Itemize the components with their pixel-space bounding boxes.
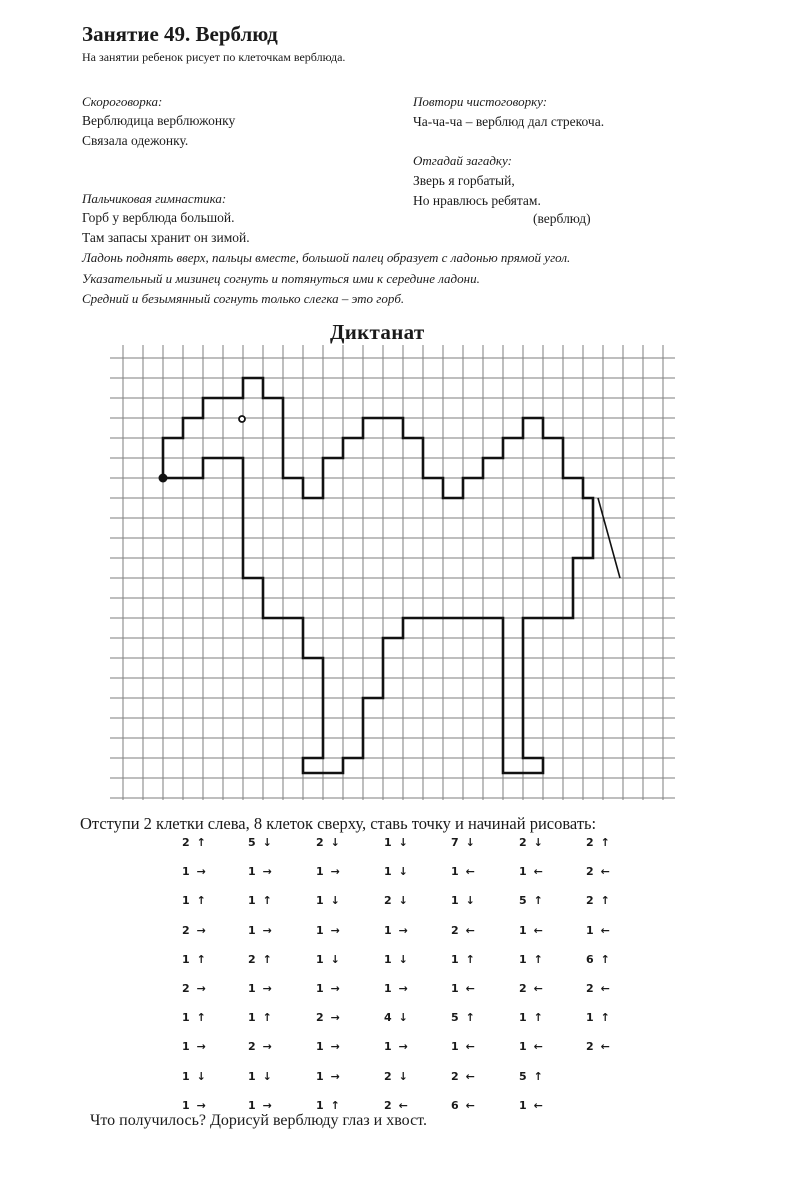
step-count: 2 xyxy=(451,1069,459,1083)
arrow-left-icon: ← xyxy=(533,923,543,937)
step-count: 1 xyxy=(451,982,459,995)
arrow-up-icon: ↑ xyxy=(600,952,610,966)
arrow-right-icon: → xyxy=(262,1040,272,1054)
dictation-command xyxy=(248,953,272,966)
arrow-up-icon: ↑ xyxy=(196,836,206,849)
step-count: 1 xyxy=(316,982,324,995)
dictation-command xyxy=(182,982,206,995)
dictation-outro: Что получилось? Дорисуй верблюду глаз и хвост. xyxy=(90,1112,427,1129)
step-count: 1 xyxy=(384,836,392,849)
step-count: 1 xyxy=(182,952,190,966)
finger-gym-line: Там запасы хранит он зимой. xyxy=(82,230,250,245)
dictation-command xyxy=(451,865,475,878)
dictation-command xyxy=(451,1099,475,1112)
arrow-up-icon: ↑ xyxy=(262,1011,272,1025)
camel-grid-drawing xyxy=(110,345,675,800)
arrow-up-icon: ↑ xyxy=(196,1011,206,1025)
step-count: 2 xyxy=(182,982,190,995)
dictation-command xyxy=(182,1011,206,1024)
dictation-command xyxy=(519,1040,543,1053)
arrow-down-icon: ↓ xyxy=(196,1069,206,1083)
arrow-right-icon: → xyxy=(262,865,272,879)
step-count: 1 xyxy=(248,1011,256,1025)
step-count: 7 xyxy=(451,836,459,849)
arrow-left-icon: ← xyxy=(465,1069,475,1083)
dictation-command xyxy=(586,924,610,937)
step-count: 2 xyxy=(384,894,392,908)
step-count: 1 xyxy=(316,923,324,937)
dictation-command xyxy=(384,953,408,966)
step-count: 1 xyxy=(519,1098,527,1112)
dictation-command xyxy=(182,865,206,878)
lesson-title: Занятие 49. Верблюд xyxy=(82,22,278,46)
step-count: 6 xyxy=(586,952,594,966)
arrow-right-icon: → xyxy=(196,865,206,879)
arrow-up-icon: ↑ xyxy=(533,952,543,966)
dictation-command xyxy=(384,982,408,995)
step-count: 2 xyxy=(248,952,256,966)
step-count: 5 xyxy=(519,894,527,908)
riddle-heading: Отгадай загадку: xyxy=(413,153,512,168)
arrow-right-icon: → xyxy=(262,982,272,995)
start-point xyxy=(159,474,168,483)
step-count: 1 xyxy=(248,1098,256,1112)
dictation-command xyxy=(248,924,272,937)
dictation-command xyxy=(519,924,543,937)
arrow-up-icon: ↑ xyxy=(262,894,272,908)
dictation-command xyxy=(384,1011,408,1024)
step-count: 5 xyxy=(451,1011,459,1025)
tongue-twister-line: Верблюдица верблюжонку xyxy=(82,113,236,128)
dictation-command xyxy=(586,982,610,995)
riddle-line: Зверь я горбатый, xyxy=(413,173,515,188)
step-count: 1 xyxy=(248,865,256,879)
arrow-down-icon: ↓ xyxy=(262,1069,272,1083)
finger-gym-line: Горб у верблюда большой. xyxy=(82,210,235,225)
dictation-command xyxy=(451,1040,475,1053)
step-count: 1 xyxy=(316,894,324,908)
arrow-right-icon: → xyxy=(196,982,206,995)
dictation-command xyxy=(316,1040,340,1053)
dictation-command xyxy=(248,982,272,995)
arrow-right-icon: → xyxy=(262,923,272,937)
step-count: 5 xyxy=(519,1069,527,1083)
step-count: 2 xyxy=(586,982,594,995)
arrow-right-icon: → xyxy=(330,1069,340,1083)
arrow-down-icon: ↓ xyxy=(398,1011,408,1025)
arrow-up-icon: ↑ xyxy=(533,1011,543,1025)
dictation-command xyxy=(384,1099,408,1112)
step-count: 2 xyxy=(384,1069,392,1083)
dictation-command xyxy=(586,1040,610,1053)
step-count: 1 xyxy=(384,952,392,966)
step-count: 1 xyxy=(182,1040,190,1054)
dictation-command xyxy=(586,1011,610,1024)
step-count: 1 xyxy=(182,1069,190,1083)
step-count: 2 xyxy=(519,982,527,995)
finger-gym-instruction: Ладонь поднять вверх, пальцы вместе, большой палец образует с ладонью прямой угол. xyxy=(82,250,571,265)
arrow-left-icon: ← xyxy=(465,1040,475,1054)
riddle-answer: (верблюд) xyxy=(533,211,591,226)
step-count: 1 xyxy=(384,1040,392,1054)
dictation-command xyxy=(316,1070,340,1083)
dictation-intro: Отступи 2 клетки слева, 8 клеток сверху, ставь точку и начинай рисовать: xyxy=(80,814,597,833)
dictation-command xyxy=(519,894,543,907)
dictation-command xyxy=(182,1040,206,1053)
dictation-command xyxy=(586,894,610,907)
step-count: 1 xyxy=(182,1098,190,1112)
arrow-left-icon: ← xyxy=(398,1098,408,1112)
dictation-command xyxy=(182,924,206,937)
arrow-right-icon: → xyxy=(196,923,206,937)
arrow-left-icon: ← xyxy=(600,923,610,937)
arrow-right-icon: → xyxy=(330,982,340,995)
step-count: 1 xyxy=(384,982,392,995)
camel-eye xyxy=(239,416,245,422)
arrow-up-icon: ↑ xyxy=(262,952,272,966)
dictation-command xyxy=(519,1070,543,1083)
arrow-down-icon: ↓ xyxy=(262,836,272,849)
step-count: 1 xyxy=(519,923,527,937)
dictation-command xyxy=(519,1011,543,1024)
arrow-right-icon: → xyxy=(196,1040,206,1054)
dictation-command xyxy=(182,836,206,849)
dictation-command xyxy=(451,982,475,995)
dictation-command xyxy=(316,982,340,995)
step-count: 2 xyxy=(316,1011,324,1025)
step-count: 6 xyxy=(451,1098,459,1112)
dictation-command xyxy=(316,865,340,878)
dictation-command xyxy=(248,894,272,907)
step-count: 1 xyxy=(316,1098,324,1112)
step-count: 1 xyxy=(451,952,459,966)
step-count: 1 xyxy=(248,1069,256,1083)
step-count: 1 xyxy=(519,952,527,966)
dictation-command xyxy=(248,836,272,849)
dictation-command xyxy=(316,836,340,849)
dictation-command xyxy=(384,1070,408,1083)
step-count: 1 xyxy=(519,1011,527,1025)
arrow-down-icon: ↓ xyxy=(330,894,340,908)
dictation-title: Диктанат xyxy=(330,320,425,344)
dictation-command xyxy=(248,1099,272,1112)
dictation-command xyxy=(451,894,475,907)
dictation-command xyxy=(451,953,475,966)
arrow-right-icon: → xyxy=(330,923,340,937)
arrow-left-icon: ← xyxy=(465,982,475,995)
step-count: 2 xyxy=(586,894,594,908)
arrow-up-icon: ↑ xyxy=(600,1011,610,1025)
dictation-command xyxy=(519,865,543,878)
arrow-left-icon: ← xyxy=(600,865,610,879)
arrow-down-icon: ↓ xyxy=(465,894,475,908)
arrow-up-icon: ↑ xyxy=(330,1098,340,1112)
step-count: 2 xyxy=(316,836,324,849)
step-count: 1 xyxy=(182,894,190,908)
step-count: 1 xyxy=(248,894,256,908)
arrow-down-icon: ↓ xyxy=(398,1069,408,1083)
arrow-right-icon: → xyxy=(330,1011,340,1025)
arrow-down-icon: ↓ xyxy=(330,952,340,966)
arrow-left-icon: ← xyxy=(465,1098,475,1112)
dictation-command xyxy=(316,894,340,907)
arrow-down-icon: ↓ xyxy=(398,836,408,849)
arrow-up-icon: ↑ xyxy=(600,894,610,908)
camel-outline xyxy=(163,378,593,773)
arrow-right-icon: → xyxy=(398,1040,408,1054)
dictation-command xyxy=(451,924,475,937)
dictation-command xyxy=(451,1070,475,1083)
lesson-subtitle: На занятии ребенок рисует по клеточкам верблюда. xyxy=(82,50,346,64)
step-count: 2 xyxy=(384,1098,392,1112)
pure-phrase-heading: Повтори чистоговорку: xyxy=(413,94,548,109)
arrow-left-icon: ← xyxy=(533,982,543,995)
arrow-up-icon: ↑ xyxy=(196,952,206,966)
tongue-twister-line: Связала одежонку. xyxy=(82,133,189,148)
arrow-right-icon: → xyxy=(262,1098,272,1112)
step-count: 5 xyxy=(248,836,256,849)
dictation-command xyxy=(519,953,543,966)
arrow-up-icon: ↑ xyxy=(465,1011,475,1025)
arrow-up-icon: ↑ xyxy=(533,1069,543,1083)
arrow-left-icon: ← xyxy=(600,982,610,995)
arrow-up-icon: ↑ xyxy=(196,894,206,908)
arrow-down-icon: ↓ xyxy=(533,836,543,849)
step-count: 1 xyxy=(384,865,392,879)
pure-phrase-line: Ча-ча-ча – верблюд дал стрекоча. xyxy=(413,114,605,129)
finger-gym-heading: Пальчиковая гимнастика: xyxy=(82,191,227,206)
arrow-left-icon: ← xyxy=(533,865,543,879)
arrow-left-icon: ← xyxy=(465,923,475,937)
arrow-left-icon: ← xyxy=(533,1098,543,1112)
dictation-command xyxy=(248,1011,272,1024)
dictation-command xyxy=(316,924,340,937)
step-count: 2 xyxy=(519,836,527,849)
arrow-left-icon: ← xyxy=(600,1040,610,1054)
arrow-right-icon: → xyxy=(398,923,408,937)
arrow-up-icon: ↑ xyxy=(465,952,475,966)
arrow-up-icon: ↑ xyxy=(600,836,610,849)
dictation-command xyxy=(519,1099,543,1112)
arrow-up-icon: ↑ xyxy=(533,894,543,908)
finger-gym-instruction: Средний и безымянный согнуть только слегка – это горб. xyxy=(82,291,405,306)
step-count: 2 xyxy=(182,923,190,937)
step-count: 1 xyxy=(451,865,459,879)
step-count: 1 xyxy=(384,923,392,937)
step-count: 2 xyxy=(451,923,459,937)
dictation-command xyxy=(182,953,206,966)
step-count: 1 xyxy=(316,952,324,966)
arrow-left-icon: ← xyxy=(533,1040,543,1054)
arrow-down-icon: ↓ xyxy=(465,836,475,849)
arrow-right-icon: → xyxy=(398,982,408,995)
step-count: 4 xyxy=(384,1011,392,1025)
step-count: 2 xyxy=(182,836,190,849)
step-count: 1 xyxy=(451,1040,459,1054)
dictation-command xyxy=(586,953,610,966)
dictation-command xyxy=(586,836,610,849)
dictation-command xyxy=(316,1011,340,1024)
dictation-command xyxy=(384,924,408,937)
arrow-down-icon: ↓ xyxy=(398,952,408,966)
riddle-line: Но нравлюсь ребятам. xyxy=(413,193,541,208)
step-count: 1 xyxy=(519,865,527,879)
arrow-right-icon: → xyxy=(330,865,340,879)
dictation-command xyxy=(384,865,408,878)
arrow-left-icon: ← xyxy=(465,865,475,879)
dictation-command xyxy=(384,836,408,849)
step-count: 2 xyxy=(586,865,594,879)
step-count: 1 xyxy=(182,865,190,879)
dictation-command xyxy=(451,1011,475,1024)
dictation-command xyxy=(384,1040,408,1053)
tongue-twister-heading: Скороговорка: xyxy=(82,94,163,109)
dictation-command xyxy=(586,865,610,878)
step-count: 1 xyxy=(316,1069,324,1083)
step-count: 2 xyxy=(586,1040,594,1054)
step-count: 1 xyxy=(316,1040,324,1054)
step-count: 1 xyxy=(182,1011,190,1025)
step-count: 1 xyxy=(519,1040,527,1054)
arrow-down-icon: ↓ xyxy=(398,865,408,879)
arrow-down-icon: ↓ xyxy=(398,894,408,908)
dictation-command xyxy=(519,982,543,995)
dictation-command xyxy=(182,1099,206,1112)
dictation-command xyxy=(248,1040,272,1053)
arrow-down-icon: ↓ xyxy=(330,836,340,849)
finger-gym-instruction: Указательный и мизинец согнуть и потянуться ими к середине ладони. xyxy=(82,271,480,286)
step-count: 2 xyxy=(248,1040,256,1054)
dictation-command xyxy=(519,836,543,849)
step-count: 1 xyxy=(248,982,256,995)
dictation-command xyxy=(182,894,206,907)
dictation-command xyxy=(316,953,340,966)
step-count: 1 xyxy=(248,923,256,937)
step-count: 1 xyxy=(586,923,594,937)
step-count: 2 xyxy=(586,836,594,849)
arrow-right-icon: → xyxy=(196,1098,206,1112)
dictation-command xyxy=(451,836,475,849)
arrow-right-icon: → xyxy=(330,1040,340,1054)
step-count: 1 xyxy=(451,894,459,908)
step-count: 1 xyxy=(316,865,324,879)
dictation-command xyxy=(248,1070,272,1083)
dictation-command xyxy=(316,1099,340,1112)
dictation-command xyxy=(182,1070,206,1083)
step-count: 1 xyxy=(586,1011,594,1025)
dictation-command xyxy=(248,865,272,878)
dictation-command xyxy=(384,894,408,907)
